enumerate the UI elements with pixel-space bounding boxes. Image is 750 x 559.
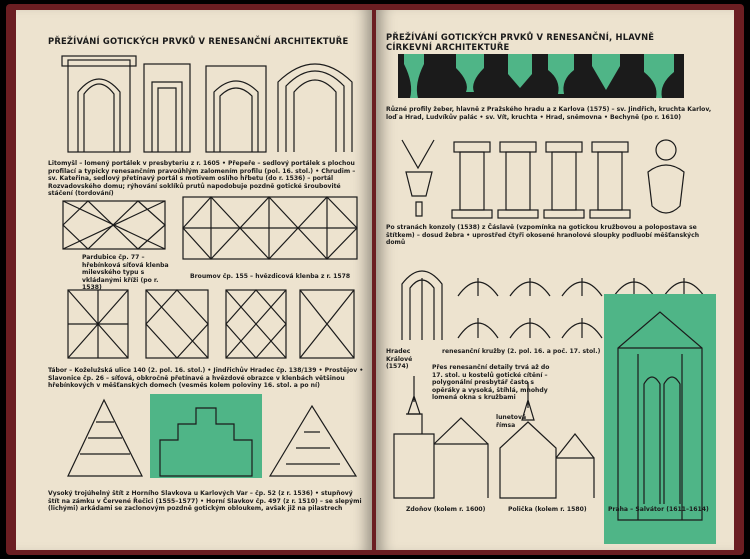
caption-ribs: Různé profily žeber, hlavně z Pražského hradu a z Karlova (1575) – sv. Jindřich, kruchta Karlov, loď a Hrad, Ludvíkův palác • sv. Vít, kruchta • Hrad, sněmovna • Bechyně (po r. 1610)	[386, 106, 712, 121]
gable-drawings	[64, 394, 364, 480]
rib-profile-band	[398, 54, 684, 98]
burgher-vault-drawings	[66, 286, 356, 362]
console-and-pillar-drawings	[396, 132, 706, 222]
caption-policka: Polička (kolem r. 1580)	[508, 506, 587, 513]
village-church-drawings	[388, 374, 608, 504]
open-book	[6, 4, 744, 555]
caption-zdonov: Zdoňov (kolem r. 1600)	[406, 506, 486, 513]
caption-gables: Vysoký trojúhelný štít z Horního Slavkova u Karlových Var – čp. 52 (z r. 1536) • stupňový štít na zámku v Červené Řečici (1555–1577) • Horní Slavkov čp. 497 (z r. 1510) – se slepými (lichými) arkádami se zaclonovým pozdně gotickým obloukem, avšak již na pilastrech	[48, 490, 362, 513]
left-page-heading: PŘEŽÍVÁNÍ GOTICKÝCH PRVKŮ V RENESANČNÍ ARCHITEKTUŘE	[48, 36, 349, 46]
portal-illustrations	[60, 52, 360, 162]
pardubice-vault-drawing	[62, 200, 166, 250]
caption-portals: Litomyšl – lomený portálek v presbyteriu z r. 1605 • Přepeře – sedlový portálek s plochou profilací a typicky renesančním pravoúhlým zalomením profilu (pol. 16. stol.) • Chrudim – sv. Kateřina, sedlový přetínavý portál s motivem oslího hřbetu (do r. 1536) – portál Rozvadovského domu; rýhování soklíků prutů napodobuje pozdně gotické šroubovité stáčení (tordování)	[48, 160, 356, 198]
caption-pardubice: Pardubice čp. 77 – hřebínková síťová klenba milevského typu s vkládanými kříži (po r. 1538)	[82, 254, 169, 292]
caption-persist: Přes renesanční detaily trvá až do 17. stol. u kostelů gotické cítění – polygonální presbytář často s opěráky a vysoká, štíhlá, mnohdy lomená okna s kružbami	[432, 364, 550, 402]
caption-tracery: renesanční kružby (2. pol. 16. a poč. 17. stol.)	[442, 348, 601, 355]
caption-hradec: Hradec Králové (1574)	[386, 348, 413, 371]
left-page	[16, 10, 372, 550]
caption-praha: Praha – Salvátor (1611–1614)	[608, 506, 709, 513]
caption-lunette: lunetová římsa	[496, 414, 527, 429]
caption-consoles: Po stranách konzoly (1538) z Čáslavě (vzpomínka na gotickou kružbovou a polopostava se štítkem) – dosud žebra • uprostřed čtyři okosené hranolové sloupky podluobí měšťanských domů	[386, 224, 700, 247]
right-page	[376, 10, 734, 550]
right-page-heading: PŘEŽÍVÁNÍ GOTICKÝCH PRVKŮ V RENESANČNÍ, HLAVNĚ CÍRKEVNÍ ARCHITEKTUŘE	[386, 32, 655, 52]
caption-broumov: Broumov čp. 155 – hvězdicová klenba z r. 1578	[190, 273, 351, 280]
caption-vaults: Tábor – Koželužská ulice 140 (2. pol. 16. stol.) • Jindřichův Hradec čp. 138/139 • Prostějov • Slavonice čp. 26 – síťová, obkročně přetínavé a hvězdové obrazce v klenbách většinou hřebínkových v měšťanských domech (vesměs kolem poloviny 16. stol. a po ní)	[48, 367, 364, 390]
broumov-vault-drawing	[182, 196, 358, 260]
